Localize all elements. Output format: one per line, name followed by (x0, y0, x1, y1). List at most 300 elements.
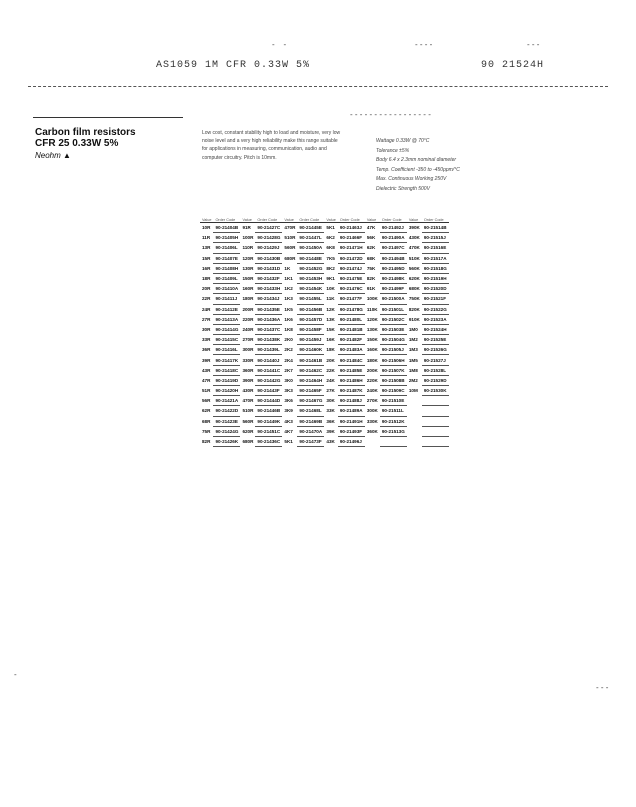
order-code: 90-21458F (297, 324, 324, 334)
order-code: 90-21414G (213, 324, 240, 334)
order-code: 90-21500A (380, 294, 407, 304)
resistance-value: 4K7 (284, 428, 293, 434)
header-tick: - - - (527, 40, 540, 49)
order-code: 90-21467G (297, 396, 324, 406)
resistance-value: 1K1 (284, 276, 293, 282)
order-code: 90-21452G (297, 263, 324, 273)
order-code: 90-21517A (422, 253, 449, 263)
product-subtitle: CFR 25 0.33W 5% (35, 138, 119, 149)
resistance-value: 200R (242, 306, 254, 312)
resistance-value: 270R (242, 337, 254, 343)
order-code: 90-21468L (297, 406, 324, 416)
resistance-value: 330R (242, 357, 254, 363)
order-code: 90-21520D (422, 284, 449, 294)
section-ticks: - - - - - - - - - - - - - - - - - (350, 110, 431, 119)
resistance-value (407, 436, 422, 446)
order-code: 90-21522G (422, 304, 449, 314)
resistance-value: 2K7 (284, 367, 293, 373)
resistance-value: 300K (366, 408, 378, 414)
order-code: 90-21492J (380, 223, 407, 233)
spec-item: Dielectric Strength 500V (376, 185, 430, 192)
resistance-value: 100R (242, 235, 254, 241)
resistance-value: 24R (202, 306, 211, 312)
resistance-value: 13R (202, 245, 211, 251)
resistance-value: 47R (202, 377, 211, 383)
order-code: 90-21443F (255, 386, 282, 396)
resistance-value: 3K6 (284, 398, 293, 404)
order-code: 90-21519H (422, 273, 449, 283)
table-row (200, 294, 449, 304)
order-code: 90-21481B (338, 324, 365, 334)
resistance-value: 120R (242, 255, 254, 261)
order-code: 90-21524H (422, 324, 449, 334)
resistance-value: 1K5 (284, 306, 293, 312)
order-code: 90-21527J (422, 355, 449, 365)
resistance-value: 510R (284, 235, 296, 241)
order-code: 90-21515J (422, 233, 449, 243)
resistance-value: 130R (242, 265, 254, 271)
resistance-value: 1K6 (284, 316, 293, 322)
resistance-value: 180R (242, 296, 254, 302)
header-tick: - - (272, 40, 287, 49)
spec-item: Temp. Coefficient -350 to -450ppm/°C (376, 166, 460, 173)
order-code: 90-21466F (338, 233, 365, 243)
order-code: 90-21518G (422, 263, 449, 273)
resistance-value: 3K0 (284, 377, 293, 383)
table-row (200, 233, 449, 243)
order-code: 90-21455L (297, 294, 324, 304)
brand-label (35, 151, 185, 160)
order-code: 90-21453H (297, 273, 324, 283)
spec-item: Tolerance ±5% (376, 147, 410, 154)
resistance-value: 91R (242, 225, 251, 231)
brand-name: Neohm (35, 151, 61, 160)
resistance-value: 560R (242, 418, 254, 424)
table-row (200, 253, 449, 263)
order-code: 90-21476C (338, 284, 365, 294)
column-header-value: Value (407, 208, 422, 223)
order-code: 90-21412E (213, 304, 240, 314)
order-code: 90-21460K (297, 345, 324, 355)
resistance-value: 510K (408, 255, 420, 261)
resistance-value: 39R (202, 357, 211, 363)
order-code: 90-21502C (380, 314, 407, 324)
order-code: 90-21465F (297, 386, 324, 396)
column-header-code: Order Code (380, 208, 407, 223)
spec-item: Body 6.4 x 2.3mm nominal diameter (376, 157, 457, 164)
resistance-value: 150R (242, 276, 254, 282)
order-code: 90-21485E (338, 365, 365, 375)
order-code: 90-21447L (297, 233, 324, 243)
column-header-value: Value (240, 208, 255, 223)
order-code: 90-21432F (255, 273, 282, 283)
order-code: 90-21444D (255, 396, 282, 406)
order-code: 90-21482F (338, 335, 365, 345)
resistance-value: 360R (242, 367, 254, 373)
resistance-value: 3K9 (284, 408, 293, 414)
resistance-value: 20K (326, 357, 335, 363)
order-code: 90-21451C (255, 426, 282, 436)
order-code: 90-21459J (297, 335, 324, 345)
order-code: 90-21436C (255, 436, 282, 446)
order-code: 90-21446B (255, 406, 282, 416)
order-code: 90-21422D (213, 406, 240, 416)
resistance-value: 10M (408, 388, 418, 394)
order-code: 90-21511L (380, 406, 407, 416)
product-title: Carbon film resistors (35, 127, 136, 138)
table-row (200, 263, 449, 273)
order-code: 90-21496J (338, 436, 365, 446)
resistance-value: 1K2 (284, 286, 293, 292)
order-code: 90-21521F (422, 294, 449, 304)
order-code: 90-21529D (422, 375, 449, 385)
resistance-value: 150K (366, 337, 378, 343)
order-code: 90-21408H (213, 263, 240, 273)
margin-mark: - - - (596, 683, 609, 692)
resistance-value: 1M0 (408, 326, 418, 332)
table-row (200, 324, 449, 334)
order-code: 90-21413A (213, 314, 240, 324)
table-row (200, 396, 449, 406)
order-code (422, 396, 449, 406)
column-header-value: Value (365, 208, 380, 223)
order-code: 90-21512K (380, 416, 407, 426)
resistance-value: 2K4 (284, 357, 293, 363)
resistance-value: 75K (366, 265, 376, 271)
section-rule (33, 117, 183, 118)
order-code: 90-21424G (213, 426, 240, 436)
resistance-value: 1M5 (408, 357, 418, 363)
resistance-value: 270K (366, 398, 378, 404)
resistance-value: 16K (326, 337, 335, 343)
order-code: 90-21505J (380, 345, 407, 355)
order-code: 90-21477F (338, 294, 365, 304)
order-code: 90-21469B (297, 416, 324, 426)
order-code: 90-21526G (422, 345, 449, 355)
resistance-value: 160K (366, 347, 378, 353)
order-code (422, 416, 449, 426)
order-code: 90-21457D (297, 314, 324, 324)
table-row (200, 345, 449, 355)
table-row (200, 243, 449, 253)
order-code: 90-21436A (255, 314, 282, 324)
resistance-value: 1M2 (408, 337, 418, 343)
order-code: 90-21475E (338, 273, 365, 283)
resistance-value: 10K (326, 286, 335, 292)
resistance-value: 47K (366, 225, 376, 231)
resistance-value: 30K (326, 398, 335, 404)
order-code: 90-21428G (255, 233, 282, 243)
order-code: 90-21497C (380, 243, 407, 253)
order-code: 90-21523A (422, 314, 449, 324)
order-code: 90-21416L (213, 345, 240, 355)
table-row (200, 406, 449, 416)
resistance-value: 240R (242, 326, 254, 332)
order-code: 90-21418C (213, 365, 240, 375)
resistance-value: 62R (202, 408, 211, 414)
order-code: 90-21404B (213, 223, 240, 233)
resistance-value: 120K (366, 316, 378, 322)
resistance-value: 39K (326, 428, 335, 434)
resistance-value: 82R (202, 439, 211, 445)
table-row (200, 386, 449, 396)
order-code (380, 436, 407, 446)
resistance-value: 11R (202, 235, 211, 241)
resistance-value: 160R (242, 286, 254, 292)
resistance-value: 4K3 (284, 418, 293, 424)
order-code: 90-21490A (380, 233, 407, 243)
resistance-value: 820K (408, 306, 420, 312)
column-header-value: Value (200, 208, 213, 223)
resistance-value: 220K (366, 377, 378, 383)
resistance-value: 36R (202, 347, 211, 353)
resistance-value: 1M3 (408, 347, 418, 353)
order-code: 90-21407E (213, 253, 240, 263)
order-code (422, 426, 449, 436)
resistance-value: 18R (202, 276, 211, 282)
order-code: 90-21462C (297, 365, 324, 375)
resistance-value: 10R (202, 225, 211, 231)
order-code: 90-21419D (213, 375, 240, 385)
order-code: 90-21471H (338, 243, 365, 253)
column-header-code: Order Code (255, 208, 282, 223)
resistance-value: 13K (326, 316, 335, 322)
resistance-value (365, 436, 380, 446)
order-code: 90-21484C (338, 355, 365, 365)
order-code: 90-21409L (213, 273, 240, 283)
order-code: 90-21433H (255, 284, 282, 294)
order-code: 90-21410A (213, 284, 240, 294)
column-header-code: Order Code (297, 208, 324, 223)
resistance-value: 750K (408, 296, 420, 302)
resistance-value: 43R (202, 367, 211, 373)
order-code: 90-21503E (380, 324, 407, 334)
resistance-value: 5K1 (284, 439, 293, 445)
table-row (200, 436, 449, 446)
column-header-value: Value (282, 208, 297, 223)
order-code: 90-21423E (213, 416, 240, 426)
resistance-value: 430K (408, 235, 420, 241)
margin-mark: - (14, 670, 17, 679)
resistance-value: 620K (408, 276, 420, 282)
resistance-value: 680R (242, 439, 254, 445)
resistance-value: 15K (326, 326, 335, 332)
resistance-value: 18K (326, 347, 335, 353)
header-tick: - - - - (415, 40, 433, 49)
resistance-value: 68K (366, 255, 376, 261)
order-code: 90-21506H (380, 355, 407, 365)
resistance-value: 27R (202, 316, 211, 322)
resistance-value: 62K (366, 245, 376, 251)
resistance-value: 620R (242, 428, 254, 434)
table-row (200, 365, 449, 375)
resistance-value: 6K8 (326, 245, 335, 251)
resistance-value: 200K (366, 367, 378, 373)
order-code: 90-21501L (380, 304, 407, 314)
order-code: 90-21420H (213, 386, 240, 396)
resistance-value: 2M2 (408, 377, 418, 383)
order-code: 90-21509C (380, 386, 407, 396)
order-code: 90-21450A (297, 243, 324, 253)
resistance-value: 16R (202, 265, 211, 271)
table-row (200, 416, 449, 426)
resistance-value: 9K1 (326, 276, 335, 282)
order-code: 90-21514B (422, 223, 449, 233)
resistance-value: 510R (242, 408, 254, 414)
order-code: 90-21472D (338, 253, 365, 263)
table-row (200, 355, 449, 365)
resistance-value (407, 406, 422, 416)
order-code: 90-21510E (380, 396, 407, 406)
resistance-value: 1K3 (284, 296, 293, 302)
order-code: 90-21513G (380, 426, 407, 436)
resistance-value: 470R (284, 225, 296, 231)
order-code: 90-21508B (380, 375, 407, 385)
resistance-value: 56K (366, 235, 376, 241)
resistance-value: 15R (202, 255, 211, 261)
column-header-value: Value (324, 208, 337, 223)
resistance-value: 7K5 (326, 255, 335, 261)
order-code: 90-21478G (338, 304, 365, 314)
resistance-value: 130K (366, 326, 378, 332)
order-code: 90-21495D (380, 263, 407, 273)
order-code: 90-21449K (255, 416, 282, 426)
order-code: 90-21434J (255, 294, 282, 304)
order-code: 90-21489A (338, 406, 365, 416)
resistance-value: 180K (366, 357, 378, 363)
resistance-value: 1K (284, 265, 291, 271)
doc-header-left: AS1059 1M CFR 0.33W 5% (156, 60, 311, 71)
resistance-value: 30R (202, 326, 211, 332)
resistance-value: 560K (408, 265, 420, 271)
table-row (200, 284, 449, 294)
order-code: 90-21487K (338, 386, 365, 396)
order-code: 90-21525E (422, 335, 449, 345)
table-row (200, 304, 449, 314)
order-code: 90-21441C (255, 365, 282, 375)
order-code: 90-21498K (380, 273, 407, 283)
resistance-value: 91K (366, 286, 376, 292)
title-block (35, 127, 185, 160)
table-row (200, 375, 449, 385)
order-code: 90-21442G (255, 375, 282, 385)
resistance-value: 20R (202, 286, 211, 292)
resistance-value: 43K (326, 439, 335, 445)
order-code: 90-21430B (255, 253, 282, 263)
resistance-value: 75R (202, 428, 211, 434)
resistance-value: 1M8 (408, 367, 418, 373)
order-code: 90-21426K (213, 436, 240, 446)
order-code: 90-21491H (338, 416, 365, 426)
resistance-value: 330K (366, 418, 378, 424)
resistance-value: 68R (202, 418, 211, 424)
resistor-table (200, 208, 449, 447)
order-code: 90-21438K (255, 335, 282, 345)
order-code: 90-21427C (255, 223, 282, 233)
order-code: 90-21483A (338, 345, 365, 355)
order-code: 90-21439L (255, 345, 282, 355)
order-code: 90-21421A (213, 396, 240, 406)
product-description: Low cost, constant stability high to load and moisture, very low noise level and a very high reliability make this range suitable for applications in measuring, communication, audio and computer circuitry. Pitch is 10mm. (202, 130, 341, 161)
order-code: 90-21440J (255, 355, 282, 365)
order-code: 90-21507K (380, 365, 407, 375)
resistance-value: 27K (326, 388, 335, 394)
resistance-value: 8K2 (326, 265, 335, 271)
order-code: 90-21463J (338, 223, 365, 233)
resistance-value: 110K (366, 306, 378, 312)
resistance-value (407, 396, 422, 406)
order-code: 90-21445E (297, 223, 324, 233)
table-row (200, 314, 449, 324)
order-code: 90-21528L (422, 365, 449, 375)
order-code: 90-21454K (297, 284, 324, 294)
spec-item: Max. Continuous Working 250V (376, 176, 447, 183)
column-header-code: Order Code (338, 208, 365, 223)
order-code: 90-21493F (338, 426, 365, 436)
order-code: 90-21516E (422, 243, 449, 253)
resistance-value: 470K (408, 245, 420, 251)
order-code: 90-21470A (297, 426, 324, 436)
resistance-value: 82K (366, 276, 376, 282)
doc-header-right: 90 21524H (481, 60, 545, 71)
resistance-value: 33R (202, 337, 211, 343)
order-code: 90-21417K (213, 355, 240, 365)
resistance-value (407, 426, 422, 436)
resistance-value: 22R (202, 296, 211, 302)
order-code: 90-21504G (380, 335, 407, 345)
order-code: 90-21431D (255, 263, 282, 273)
resistance-value: 910K (408, 316, 420, 322)
order-code: 90-21486H (338, 375, 365, 385)
order-code: 90-21435E (255, 304, 282, 314)
resistance-value: 470R (242, 398, 254, 404)
column-header-code: Order Code (422, 208, 449, 223)
resistance-value: 24K (326, 377, 335, 383)
resistance-value: 6K2 (326, 235, 335, 241)
resistance-value: 56R (202, 398, 211, 404)
resistance-value: 390K (408, 225, 420, 231)
resistance-value: 11K (326, 296, 335, 302)
order-code: 90-21480L (338, 314, 365, 324)
order-code: 90-21530K (422, 386, 449, 396)
table-row (200, 335, 449, 345)
resistance-value: 36K (326, 418, 335, 424)
order-code: 90-21415C (213, 335, 240, 345)
order-code: 90-21499F (380, 284, 407, 294)
resistance-value: 3K3 (284, 388, 293, 394)
resistance-value: 220R (242, 316, 254, 322)
order-code: 90-21474J (338, 263, 365, 273)
resistance-value: 100K (366, 296, 378, 302)
triangle-icon: ▲ (63, 151, 71, 160)
resistance-value: 240K (366, 388, 378, 394)
table-row (200, 426, 449, 436)
order-code: 90-21461B (297, 355, 324, 365)
order-code: 90-21494B (380, 253, 407, 263)
order-code: 90-21406L (213, 243, 240, 253)
resistance-value: 51R (202, 388, 211, 394)
order-code: 90-21464H (297, 375, 324, 385)
order-code: 90-21448E (297, 253, 324, 263)
resistance-value: 22K (326, 367, 335, 373)
order-code: 90-21488J (338, 396, 365, 406)
resistance-value: 300R (242, 347, 254, 353)
resistance-value: 430R (242, 388, 254, 394)
resistance-value: 5K1 (326, 225, 335, 231)
header-rule (28, 86, 608, 87)
column-header-code: Order Code (213, 208, 240, 223)
table-row (200, 223, 449, 233)
